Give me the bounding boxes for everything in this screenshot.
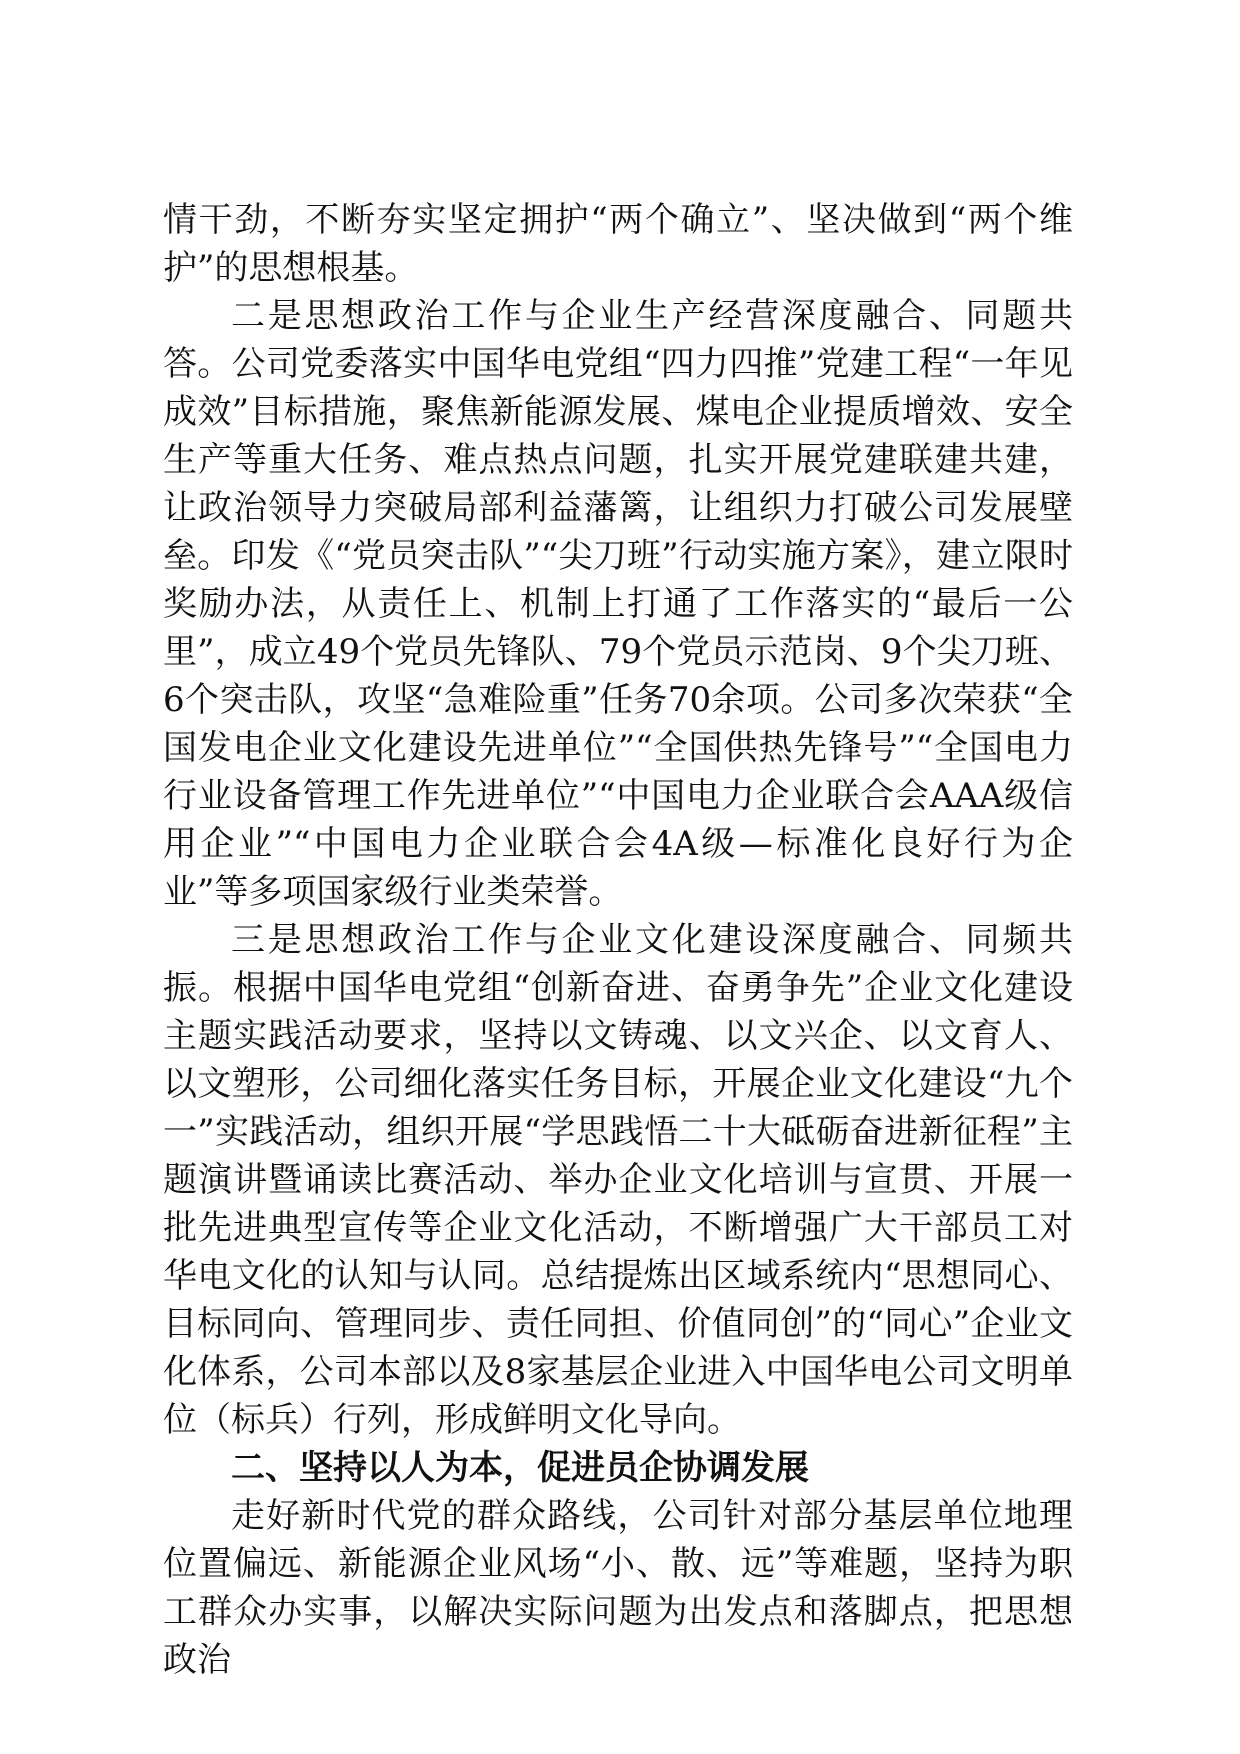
paragraph-mass-line: 走好新时代党的群众路线，公司针对部分基层单位地理位置偏远、新能源企业风场“小、散、远”等难题，坚持为职工群众办实事，以解决实际问题为出发点和落脚点，把思想政治 [163,1496,1073,1680]
paragraph-culture-integration: 三是思想政治工作与企业文化建设深度融合、同频共振。根据中国华电党组“创新奋进、奋勇争先”企业文化建设主题实践活动要求，坚持以文铸魂、以文兴企、以文育人、以文塑形，公司细化落实任务目标，开展企业文化建设“九个一”实践活动，组织开展“学思践悟二十大砥砺奋进新征程”主题演讲暨诵读比赛活动、举办企业文化培训与宣贯、开展一批先进典型宣传等企业文化活动，不断增强广大干部员工对华电文化的认知与认同。总结提炼出区域系统内“思想同心、目标同向、管理同步、责任同担、价值同创”的“同心”企业文化体系，公司本部以及8家基层企业进入中国华电公司文明单位（标兵）行列，形成鲜明文化导向。 [163,920,1073,1440]
document-body [163,196,1073,1684]
paragraph-production-integration: 二是思想政治工作与企业生产经营深度融合、同题共答。公司党委落实中国华电党组“四力四推”党建工程“一年见成效”目标措施，聚焦新能源发展、煤电企业提质增效、安全生产等重大任务、难点热点问题，扎实开展党建联建共建，让政治领导力突破局部利益藩篱，让组织力打破公司发展壁垒。印发《“党员突击队”“尖刀班”行动实施方案》，建立限时奖励办法，从责任上、机制上打通了工作落实的“最后一公里”，成立49个党员先锋队、79个党员示范岗、9个尖刀班、6个突击队，攻坚“急难险重”任务70余项。公司多次荣获“全国发电企业文化建设先进单位”“全国供热先锋号”“全国电力行业设备管理工作先进单位”“中国电力企业联合会AAA级信用企业”“中国电力企业联合会4A级—标准化良好行为企业”等多项国家级行业类荣誉。 [163,296,1073,912]
section-heading: 二、坚持以人为本，促进员企协调发展 [231,1448,809,1488]
paragraph-continuation: 情干劲，不断夯实坚定拥护“两个确立”、坚决做到“两个维护”的思想根基。 [163,200,1073,288]
